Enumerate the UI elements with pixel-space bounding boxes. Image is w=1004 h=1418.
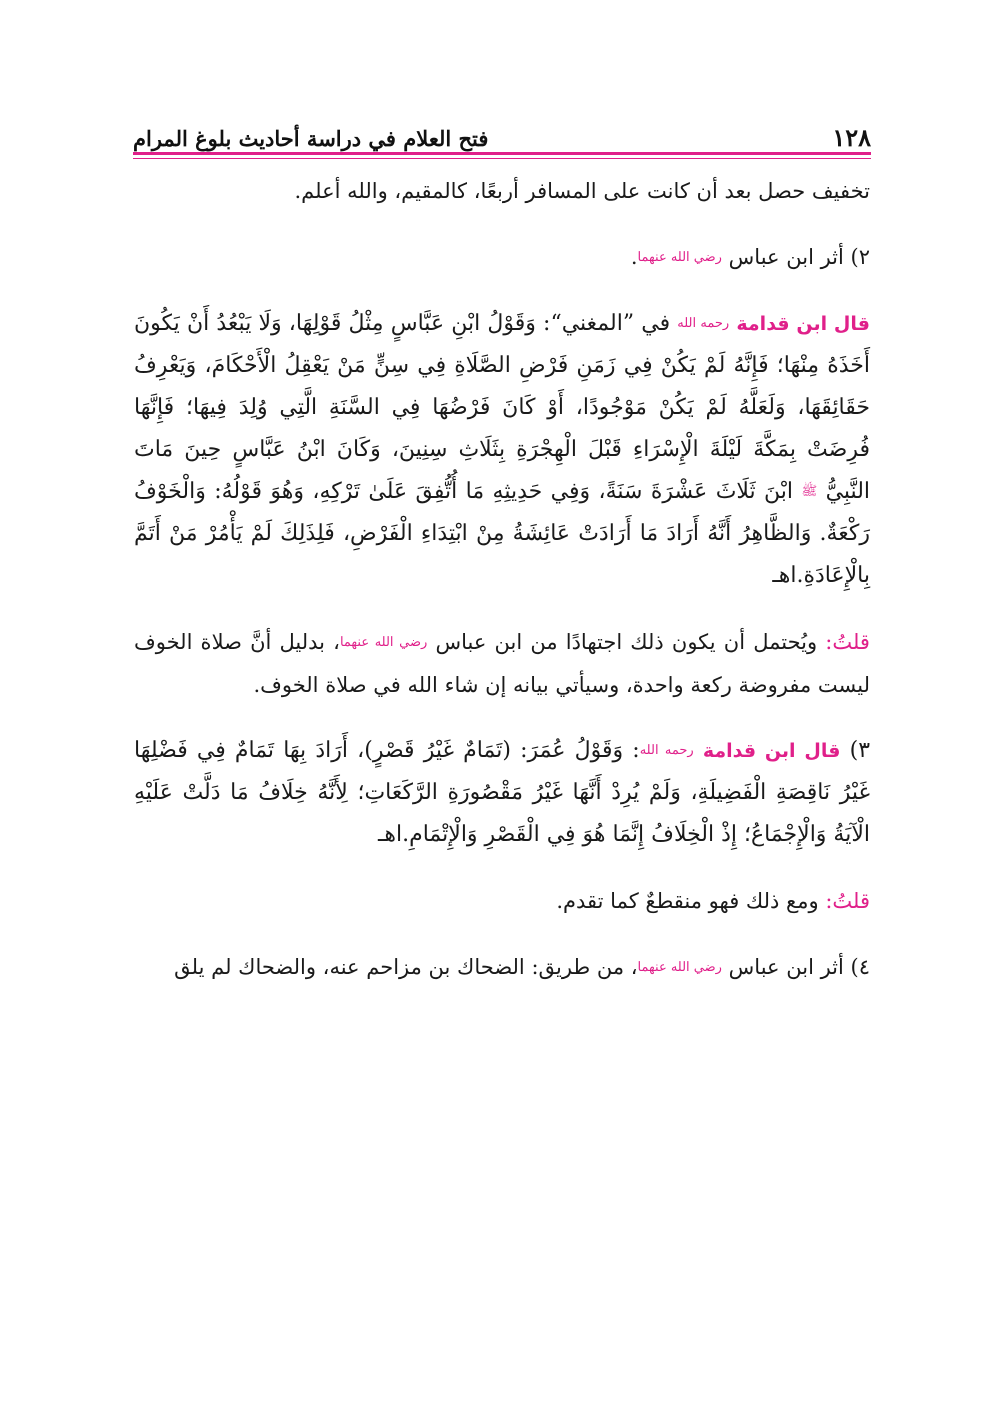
page-header [133, 110, 871, 156]
honorific: رضي الله عنهما [339, 635, 428, 650]
quote-text: وَقَوْلُ ابْنِ عَبَّاسٍ مِثْلُ قَوْلِهَا، وَلَا يَبْعُدُ أَنْ يَكُونَ أَخَذَهُ مِنْهَا؛ فَإِنَّهُ لَمْ يَكُنْ فِي زَمَنِ فَرْضِ الصَّلَاةِ فِي سِنٍّ مَنْ يَعْقِلُ الْأَحْكَامَ، وَيَعْرِفُ حَقَائِقَهَا، وَلَعَلَّهُ لَمْ يَكُنْ مَوْجُودًا، أَوْ كَانَ فَرْضُهَا فِي السَّنَةِ الَّتِي وُلِدَ فِيهَا؛ فَإِنَّهَا فُرِضَتْ بِمَكَّةَ لَيْلَةَ الْإِسْرَاءِ قَبْلَ الْهِجْرَةِ بِثَلَاثِ سِنِينَ، وَكَانَ ابْنُ عَبَّاسٍ حِينَ مَاتَ النَّبِيُّ [134, 311, 871, 504]
paragraph-text: ٢) أثر ابن عباس [728, 245, 870, 269]
honorific: رحمه الله [677, 316, 730, 331]
paragraph-text: ويُحتمل أن يكون ذلك اجتهادًا من ابن عباس [435, 630, 818, 654]
paragraph-commentary [134, 621, 870, 706]
header-divider-thin [133, 158, 871, 159]
paragraph-text: ٤) أثر ابن عباس [728, 955, 870, 979]
honorific: رضي الله عنهما [637, 250, 722, 265]
quote-text: ابْنَ ثَلَاثَ عَشْرَةَ سَنَةً، وَفِي حَدِيثِهِ مَا أُتُّفِقَ عَلَىٰ تَرْكِهِ، وَهُوَ قَوْلُهُ: وَالْخَوْفُ رَكْعَةٌ. وَالظَّاهِرُ أَنَّهُ أَرَادَ مَا أَرَادَتْ عَائِشَةُ مِنْ ابْتِدَاءِ الْفَرْضِ، فَلِذَلِكَ لَمْ يَأْمُرْ مَنْ أَتَمَّ بِالْإِعَادَةِ.اهـ [134, 479, 870, 588]
page-number: ١٢٨ [832, 123, 871, 152]
paragraph-continuation [134, 170, 870, 212]
honorific: رضي الله عنهما [637, 960, 722, 975]
punctuation: . [630, 245, 638, 269]
paragraph-commentary-2 [134, 880, 870, 922]
quote-text: : وَقَوْلُ عُمَرَ: (تَمَامٌ غَيْرُ قَصْرٍ)، أَرَادَ بِهَا تَمَامٌ فِي فَضْلِهَا غَيْرُ نَاقِصَةِ الْفَضِيلَةِ، وَلَمْ يُرِدْ أَنَّهَا غَيْرُ مَقْصُورَةِ الرَّكَعَاتِ؛ لِأَنَّهُ خِلَافُ مَا دَلَّتْ عَلَيْهِ الْآيَةُ وَالْإِجْمَاعُ؛ إِذْ الْخِلَافُ إِنَّمَا هُوَ فِي الْقَصْرِ وَالْإِتْمَامِ.اهـ [134, 738, 870, 847]
paragraph-text: ، بدليل أنَّ صلاة الخوف ليست مفروضة ركعة واحدة، وسيأتي بيانه إن شاء الله في صلاة الخوف. [134, 630, 870, 697]
paragraph-athar-ibn-abbas-4 [134, 946, 870, 989]
quote-ibn-qudama-umar [134, 730, 870, 856]
paragraph-athar-ibn-abbas [134, 236, 870, 279]
header-divider [133, 152, 871, 155]
item-number: ٣) [849, 738, 871, 763]
honorific: ﷺ [801, 484, 818, 499]
book-title: فتح العلام في دراسة أحاديث بلوغ المرام [133, 126, 489, 151]
page-body [134, 170, 870, 1013]
qultu-label: قلتُ: [825, 630, 870, 654]
quote-ibn-qudama-mughni [134, 303, 870, 597]
source-reference: في ”المغني“: [543, 311, 671, 336]
paragraph-text: ومع ذلك فهو منقطعٌ كما تقدم. [556, 889, 819, 913]
speaker-label: قال ابن قدامة [736, 313, 870, 335]
speaker-label: قال ابن قدامة [702, 740, 841, 762]
qultu-label: قلتُ: [825, 889, 870, 913]
paragraph-text: تخفيف حصل بعد أن كانت على المسافر أربعًا، كالمقيم، والله أعلم. [294, 179, 870, 203]
honorific: رحمه الله [639, 743, 694, 758]
paragraph-text: ، من طريق: الضحاك بن مزاحم عنه، والضحاك لم يلق [174, 955, 638, 979]
